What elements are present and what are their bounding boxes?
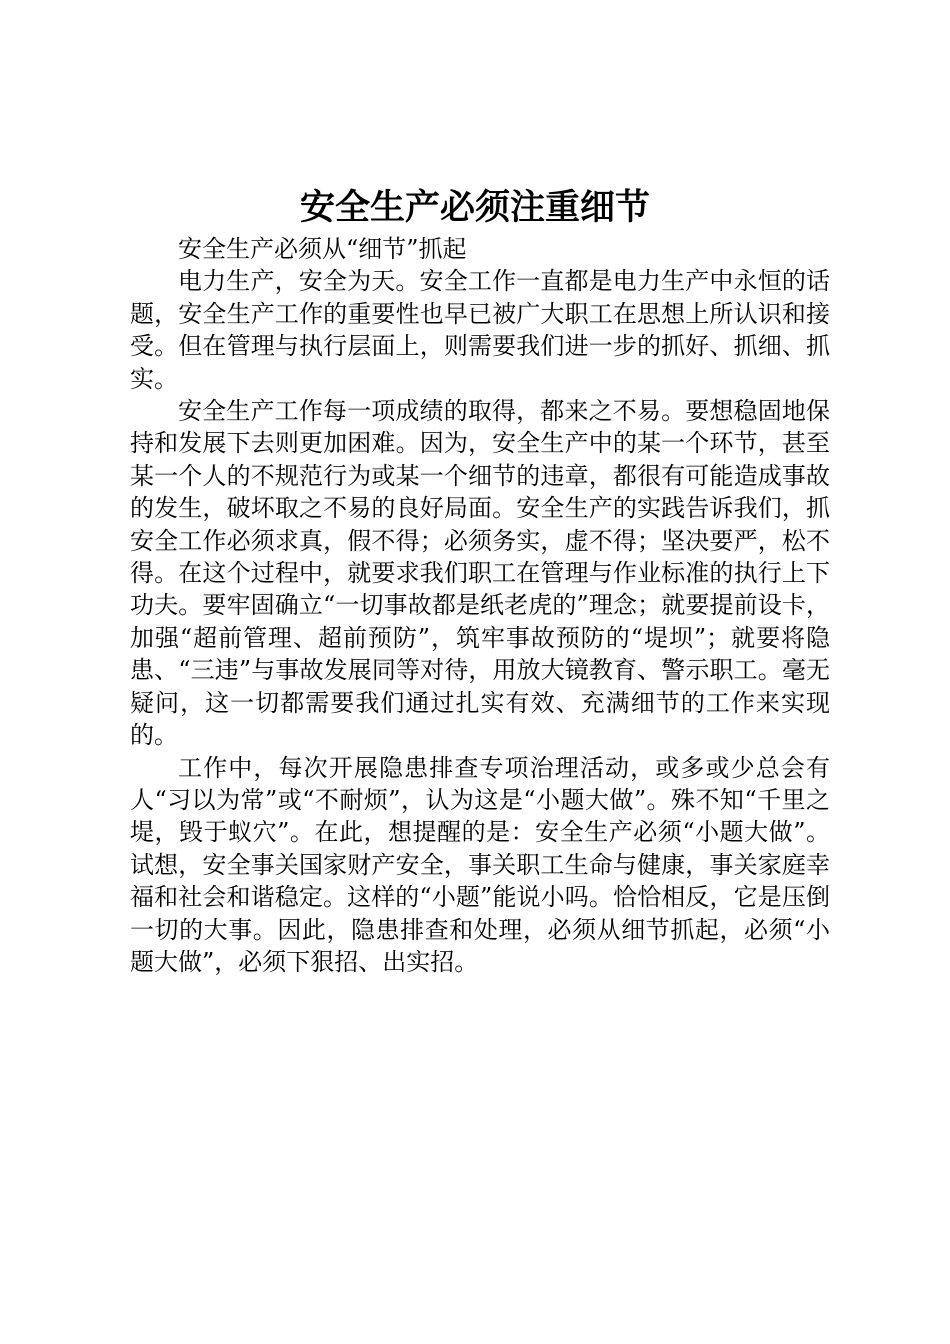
section-subtitle: 安全生产必须从“细节”抓起 (178, 235, 467, 263)
paragraph-2: 安全生产工作每一项成绩的取得，都来之不易。要想稳固地保持和发展下去则更加困难。因为，安全生产中的某一个环节，甚至某一个人的不规范行为或某一个细节的违章，都很有可能造成事故的发生，破坏取之不易的良好局面。安全生产的实践告诉我们，抓安全工作必须求真，假不得；必须务实，虚不得；坚决要严，松不得。在这个过程中，就要求我们职工在管理与作业标准的执行上下功夫。要牢固确立“一切事故都是纸老虎的”理念；就要提前设卡，加强“超前管理、超前预防”，筑牢事故预防的“堤坝”；就要将隐患、“三违”与事故发展同等对待，用放大镜教育、警示职工。毫无疑问，这一切都需要我们通过扎实有效、充满细节的工作来实现的。 (130, 397, 830, 750)
paragraph-1: 电力生产，安全为天。安全工作一直都是电力生产中永恒的话题，安全生产工作的重要性也早已被广大职工在思想上所认识和接受。但在管理与执行层面上，则需要我们进一步的抓好、抓细、抓实。 (130, 267, 830, 393)
document-title: 安全生产必须注重细节 (299, 187, 650, 228)
paragraph-3: 工作中，每次开展隐患排查专项治理活动，或多或少总会有人“习以为常”或“不耐烦”，认为这是“小题大做”。殊不知“千里之堤，毁于蚁穴”。在此，想提醒的是：安全生产必须“小题大做”。试想，安全事关国家财产安全，事关职工生命与健康，事关家庭幸福和社会和谐稳定。这样的“小题”能说小吗。恰恰相反，它是压倒一切的大事。因此，隐患排查和处理，必须从细节抓起，必须“小题大做”，必须下狠招、出实招。 (130, 753, 830, 976)
document-body (130, 233, 830, 978)
